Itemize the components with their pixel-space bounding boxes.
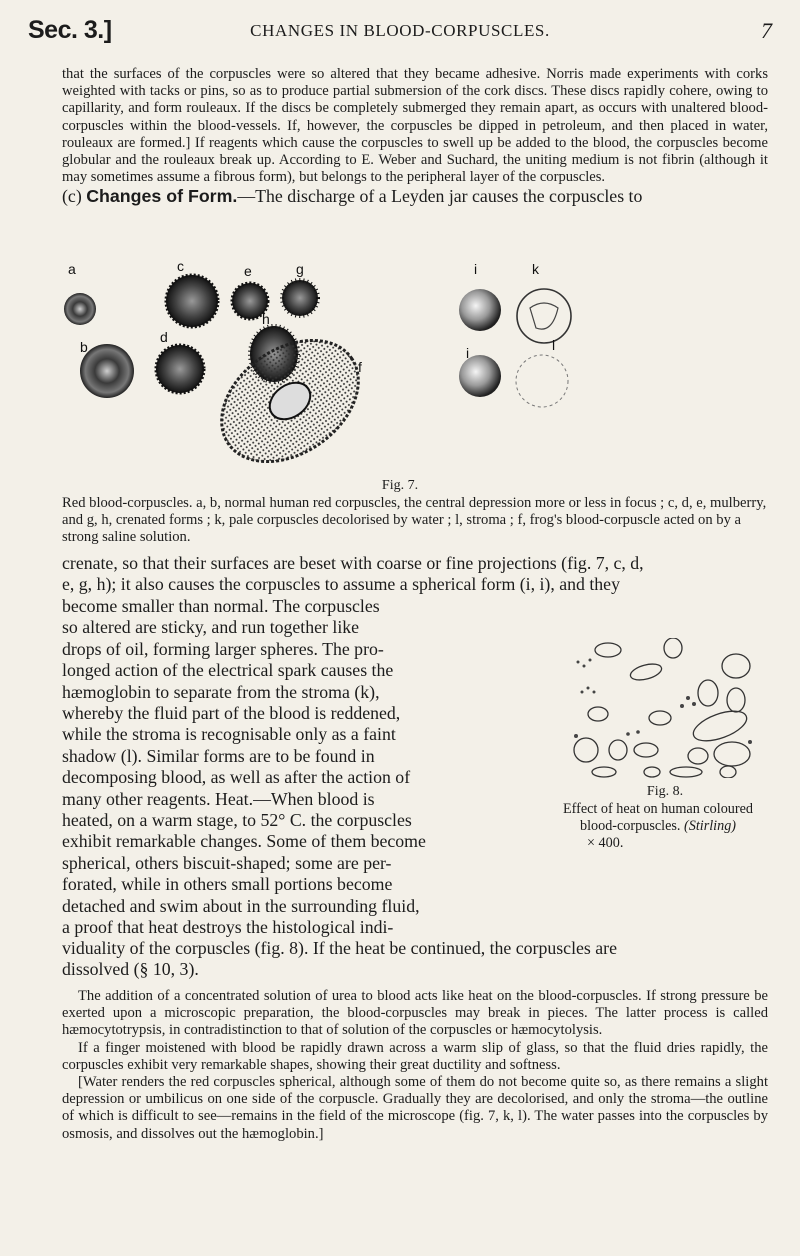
narrow-line: heated, on a warm stage, to 52° C. the corpuscles bbox=[62, 810, 412, 831]
note-finger: If a finger moistened with blood be rapidly drawn across a warm slip of glass, so that the fluid dries rapidly, the corpuscles exhibit very remarkable shapes, showing their great ductility and softness. bbox=[62, 1039, 768, 1073]
narrow-line: exhibit remarkable changes. Some of them become bbox=[62, 831, 426, 852]
fig7-letter-d: d bbox=[160, 329, 168, 345]
fig7-letter-b: b bbox=[80, 339, 88, 355]
narrow-line: spherical, others biscuit-shaped; some are per- bbox=[62, 852, 392, 873]
main-line-2: e, g, h); it also causes the corpuscles to assume a spherical form (i, i), and they bbox=[62, 574, 620, 594]
section-c-text: —The discharge of a Leyden jar causes the corpuscles to bbox=[237, 186, 643, 206]
narrow-line: many other reagents. Heat.—When blood is bbox=[62, 788, 375, 809]
corpuscle-i-top bbox=[459, 289, 501, 331]
section-c-heading bbox=[62, 186, 768, 207]
narrow-line: hæmoglobin to separate from the stroma (k), bbox=[62, 681, 380, 702]
fig7-letter-a: a bbox=[68, 261, 76, 277]
narrow-line: longed action of the electrical spark causes the bbox=[62, 660, 394, 681]
section-c-label: (c) bbox=[62, 186, 82, 206]
narrow-line: whereby the fluid part of the blood is reddened, bbox=[62, 703, 401, 724]
top-paragraph-text: that the surfaces of the corpuscles were so altered that they became adhesive. Norris made experiments with corks weighted with tacks or pins, so as to produce partial submersion of the cork discs. These discs rapidly cohere, owing to capillarity, and form rouleaux. If the discs be completely submerged they remain apart, as occurs with unaltered blood-corpuscles within the blood-vessels. If, however, the corpuscles be dipped in petroleum, and then placed in water, rouleaux are formed.] If reagents which cause the corpuscles to swell up be added to the blood, the corpuscles become globular and the rouleaux break up. According to E. Weber and Suchard, the uniting medium is not fibrin (although it may sometimes assume a fibrous form), but belongs to the peripheral layer of the corpuscles. bbox=[62, 66, 768, 186]
main-narrow-column bbox=[62, 596, 502, 939]
figure-8-caption-text: Effect of heat on human coloured blood-corpuscles. bbox=[562, 801, 753, 834]
narrow-line: forated, while in others small portions become bbox=[62, 874, 393, 895]
figure-8-label: Fig. 8. bbox=[646, 784, 684, 799]
narrow-line: while the stroma is recognisable only as a faint bbox=[62, 724, 396, 745]
fig7-letter-l: l bbox=[552, 337, 556, 353]
figure-7-label: Fig. 7. bbox=[381, 478, 419, 493]
fig7-letter-e: e bbox=[244, 263, 252, 279]
fig7-letter-i-bottom: i bbox=[466, 345, 470, 361]
changes-of-form-heading: Changes of Form. bbox=[86, 186, 238, 206]
figure-8-caption bbox=[543, 801, 773, 835]
narrow-line: become smaller than normal. The corpuscles bbox=[62, 596, 380, 616]
narrow-line: drops of oil, forming larger spheres. The pro- bbox=[62, 638, 384, 659]
figure-8-magnification: × 400. bbox=[587, 835, 624, 851]
narrow-line: detached and swim about in the surrounding fluid, bbox=[62, 895, 420, 916]
note-urea: The addition of a concentrated solution of urea to blood acts like heat on the blood-corpuscles. If strong pressure be exerted upon a microscopic preparation, the blood-corpuscles may break in pieces. The latter process is called hæmocytotrypsis, in contradistinction to that of solution of the corpuscles or hæmocytolysis. bbox=[62, 988, 768, 1039]
corpuscle-a bbox=[64, 293, 96, 325]
narrow-line: so altered are sticky, and run together like bbox=[62, 617, 360, 638]
main-line-last-2: dissolved (§ 10, 3). bbox=[62, 959, 199, 979]
main-line-1: crenate, so that their surfaces are beset with coarse or fine projections (fig. 7, c, d, bbox=[62, 553, 644, 573]
top-paragraph bbox=[62, 66, 768, 186]
fig7-letter-g: g bbox=[296, 261, 304, 277]
running-header bbox=[28, 16, 772, 50]
fig7-letter-k: k bbox=[532, 261, 539, 277]
figure-7-caption: Red blood-corpuscles. a, b, normal human red corpuscles, the central depression more or less in focus ; c, d, e, mulberry, and g, h, crenated forms ; k, pale corpuscles decolorised by water ; l, stroma ; f, frog's blood-corpuscle acted on by a strong saline solution. bbox=[62, 495, 767, 546]
fig7-letter-h: h bbox=[262, 311, 270, 327]
fig7-letter-i-top: i bbox=[474, 261, 478, 277]
corpuscle-c bbox=[166, 275, 218, 327]
narrow-line: a proof that heat destroys the histological indi- bbox=[62, 917, 394, 938]
section-number: Sec. 3.] bbox=[28, 16, 112, 44]
fig7-letter-f: f bbox=[358, 359, 362, 375]
corpuscle-d bbox=[156, 345, 204, 393]
main-line-last-1: viduality of the corpuscles (fig. 8). If the heat be continued, the corpuscles are bbox=[62, 938, 617, 958]
figure-8-illustration bbox=[568, 638, 760, 778]
figure-8-credit: (Stirling) bbox=[684, 818, 737, 834]
running-title: CHANGES IN BLOOD-CORPUSCLES. bbox=[250, 21, 550, 40]
fig7-letter-c: c bbox=[177, 258, 184, 274]
corpuscle-b bbox=[80, 344, 134, 398]
corpuscle-k bbox=[517, 289, 571, 343]
corpuscle-l bbox=[516, 355, 568, 407]
note-water: [Water renders the red corpuscles spherical, although some of them do not become quite so, as there remains a slight depression or umbilicus on one side of the corpuscle. Gradually they are decolorised, and only the stroma—the outline of which is difficult to see—remains in the field of the microscope (fig. 7, k, l). The water passes into the corpuscles by osmosis, and dissolves out the hæmoglobin.] bbox=[62, 1074, 768, 1142]
notes-section bbox=[62, 988, 768, 1143]
page-number: 7 bbox=[761, 18, 772, 43]
corpuscle-i-bottom bbox=[459, 355, 501, 397]
narrow-line: decomposing blood, as well as after the action of bbox=[62, 767, 411, 788]
narrow-line: shadow (l). Similar forms are to be found in bbox=[62, 745, 375, 766]
corpuscle-g bbox=[282, 280, 318, 316]
figure-7-illustration bbox=[62, 256, 768, 476]
